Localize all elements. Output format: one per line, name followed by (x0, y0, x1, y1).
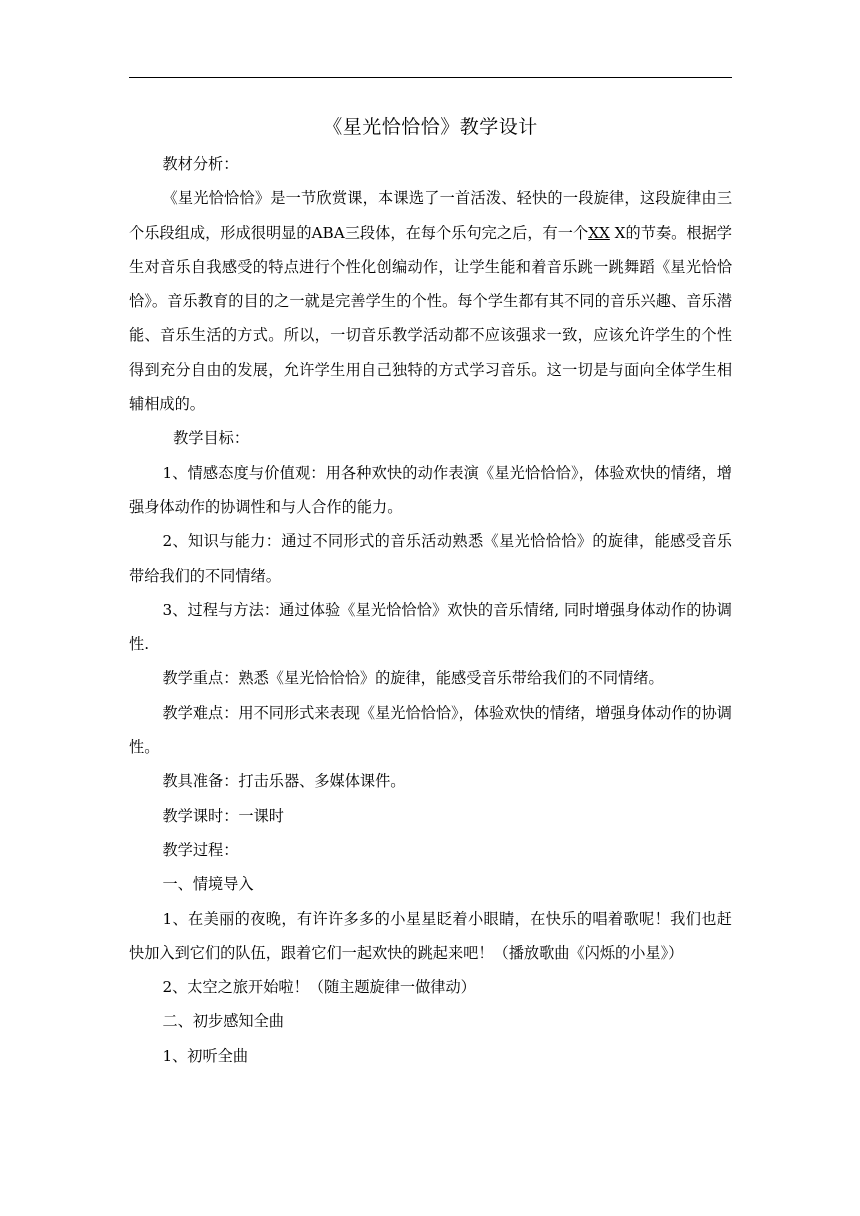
teaching-materials: 教具准备：打击乐器、多媒体课件。 (162, 772, 406, 791)
document-title: 《星光恰恰恰》教学设计 (323, 116, 538, 138)
goal-item-2: 2、知识与能力：通过不同形式的音乐活动熟悉《星光恰恰恰》的旋律，能感受音乐带给我们的不同情绪。 (129, 532, 732, 585)
step-1-item-1: 1、在美丽的夜晚，有许许多多的小星星眨着小眼睛，在快乐的唱着歌呢！我们也赶快加入到它们的队伍，跟着它们一起欢快的跳起来吧！（播放歌曲《闪烁的小星》） (129, 909, 732, 962)
difficulty-point: 教学难点：用不同形式来表现《星光恰恰恰》，体验欢快的情绪，增强身体动作的协调性。 (129, 703, 732, 757)
step-1-heading: 一、情境导入 (162, 875, 254, 894)
material-paragraph (129, 181, 732, 421)
material-text-end: X的节奏。根据学生对音乐自我感受的特点进行个性化创编动作，让学生能和着音乐跳一跳舞蹈《星光恰恰恰》。音乐教育的目的之一就是完善学生的个性。每个学生都有其不同的音乐兴趣、音乐潜能、音乐生活的方式。所以，一切音乐教学活动都不应该强求一致，应该允许学生的个性得到充分自由的发展，允许学生用自己独特的方式学习音乐。这一切是与面向全体学生相辅相成的。 (129, 223, 732, 414)
header-rule (129, 77, 732, 78)
process-heading: 教学过程： (162, 840, 239, 859)
rhythm-underline-text: XX (588, 223, 610, 242)
step-1-item-2: 2、太空之旅开始啦！（随主题旋律一做律动） (162, 978, 476, 997)
document-body (129, 110, 732, 1073)
material-heading: 教材分析： (162, 155, 239, 173)
goal-item-3: 3、过程与方法：通过体验《星光恰恰恰》欢快的音乐情绪, 同时增强身体动作的协调性. (129, 600, 732, 654)
goals-heading: 教学目标： (173, 429, 250, 448)
lesson-time: 教学课时：一课时 (162, 806, 284, 825)
key-point: 教学重点：熟悉《星光恰恰恰》的旋律，能感受音乐带给我们的不同情绪。 (162, 669, 664, 688)
step-2-item-1: 1、初听全曲 (162, 1046, 249, 1065)
material-text-start: 《星光恰恰恰》是一节欣赏课，本课选了一首活泼、轻快的一段旋律，这段旋律由三个乐段组成，形成很明显的ABA三段体，在每个乐句完之后，有一个 (129, 189, 732, 242)
goal-item-1: 1、情感态度与价值观：用各种欢快的动作表演《星光恰恰恰》，体验欢快的情绪，增强身体动作的协调性和与人合作的能力。 (129, 463, 732, 516)
step-2-heading: 二、初步感知全曲 (162, 1012, 284, 1031)
